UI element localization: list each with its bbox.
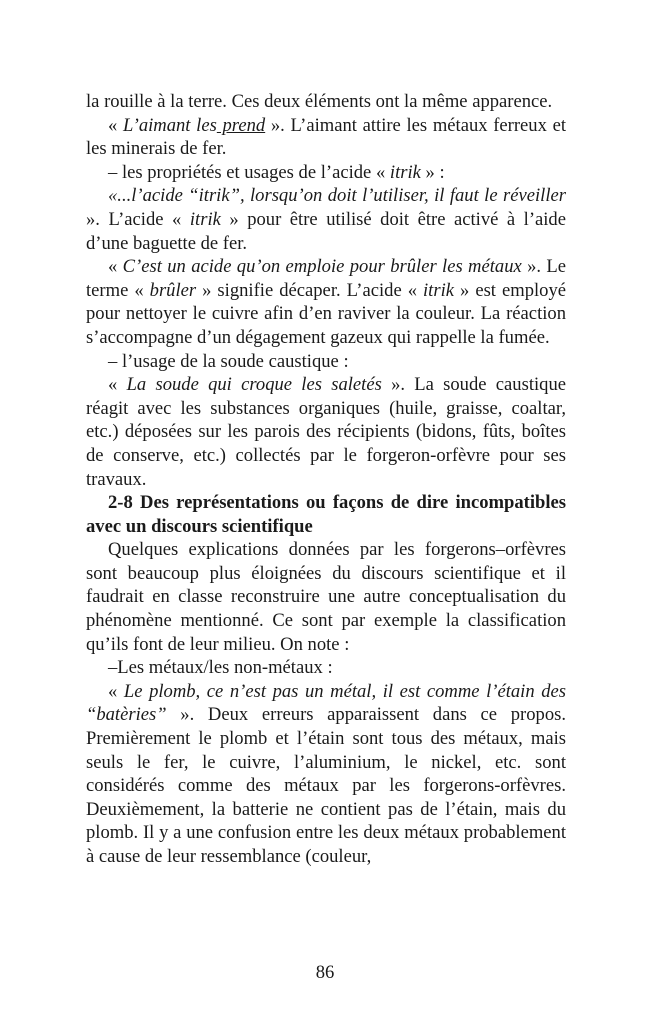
- italic-quote-segment: itrik: [423, 279, 455, 301]
- paragraph: [86, 184, 566, 255]
- italic-quote-segment: «...l’acide “itrik”, lorsqu’on doit l’utiliser, il faut le réveiller: [108, 185, 566, 207]
- section-heading: [86, 491, 566, 538]
- italic-quote-segment: il est comme l’étain des “batèries”: [86, 680, 567, 726]
- page-number: 86: [315, 962, 335, 983]
- text-segment: ». Deux erreurs apparaissent dans ce propos. Premièrement le plomb et l’étain sont tous des métaux, mais seuls le fer, le cuivre, l’aluminium, le nickel, etc. sont considérés comme des métaux par les forgerons-orfèvres. Deuxièmement, la batterie ne contient pas de l’étain, mais du plomb. Il y a une confusion entre les deux métaux probablement à cause de leur ressemblance (couleur,: [86, 704, 566, 867]
- text-segment: » est employé pour nettoyer le cuivre afin d’en raviver la couleur. La réaction s’accompagne d’un dégagement gazeux qui rappelle la fumée.: [86, 279, 567, 348]
- text-segment: ». Le terme «: [86, 256, 567, 301]
- italic-quote-segment: L’aimant les: [122, 114, 217, 136]
- paragraph: [86, 680, 566, 869]
- text-segment: » signifie décaper. L’acide «: [196, 279, 424, 301]
- text-segment: – l’usage de la soude caustique :: [108, 350, 349, 372]
- italic-quote-segment: itrik: [189, 208, 221, 230]
- text-segment: » :: [420, 161, 445, 183]
- italic-quote-segment: itrik: [389, 161, 421, 183]
- paragraph: [86, 656, 566, 680]
- paragraph: [86, 161, 566, 185]
- text-segment: «: [108, 374, 127, 396]
- text-segment: la rouille à la terre. Ces deux éléments ont la même apparence.: [86, 91, 553, 112]
- text-segment: «: [108, 256, 123, 278]
- paragraph: [86, 373, 566, 491]
- text-segment: – les propriétés et usages de l’acide «: [108, 161, 390, 183]
- text-segment: «: [108, 680, 124, 702]
- paragraph: [86, 538, 566, 656]
- italic-quote-segment: La soude qui croque les saletés: [126, 374, 382, 396]
- text-segment: «: [108, 114, 123, 136]
- italic-quote-segment: brûler: [149, 279, 197, 301]
- italic-quote-segment: C’est un acide qu’on emploie pour brûler les métaux: [122, 256, 522, 278]
- paragraph: [86, 350, 566, 374]
- paragraph: [86, 255, 566, 349]
- text-segment: ». L’aimant attire les métaux ferreux et les minerais de fer.: [86, 114, 566, 160]
- text-segment: ». La soude caustique réagit avec les substances organiques (huile, graisse, coaltar, etc.) déposées sur les parois des récipients (bidons, fûts, boîtes de conserve, etc.) collectés par le forgeron-orfèvre pour ses travaux.: [86, 374, 566, 490]
- italic-quote-segment: ,: [371, 680, 377, 702]
- text-segment: ». L’acide «: [86, 208, 190, 230]
- paragraph: [86, 114, 566, 161]
- page-body: [86, 90, 566, 869]
- text-segment: –Les métaux/les non-métaux :: [108, 657, 333, 679]
- text-segment: Quelques explications données par les forgerons–orfèvres sont beaucoup plus éloignées du discours scientifique et il faudrait en classe reconstruire une autre conceptualisation du phénomène mentionné. Ce sont par exemple la classification qu’ils font de leur milieu. On note :: [86, 539, 566, 655]
- text-segment: 2-8 Des représentations ou façons de dire incompatibles avec un discours scientifique: [86, 492, 566, 537]
- text-segment: » pour être utilisé doit être activé à l’aide d’une baguette de fer.: [86, 208, 566, 254]
- italic-quote-segment: Le plomb, ce n’est pas un métal: [123, 680, 372, 702]
- paragraph: [86, 90, 566, 114]
- italic-quote-segment: prend: [216, 114, 266, 136]
